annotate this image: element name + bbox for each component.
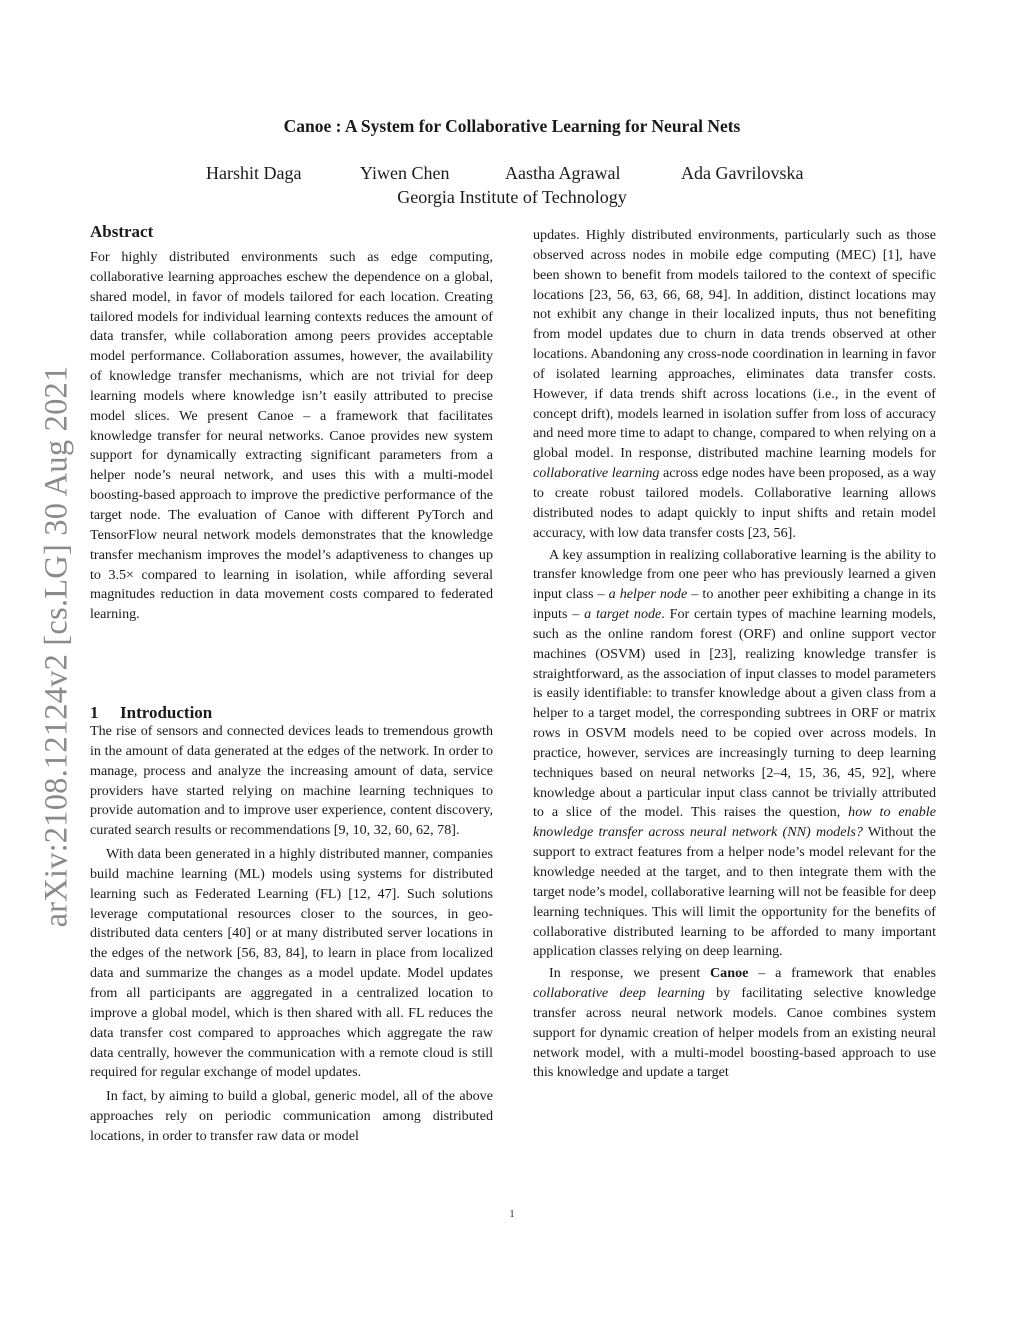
text-run: across edge nodes have been proposed, as a way to create robust tailored models. Collaborative learning allows distributed nodes to adapt quickly to input shifts and retain model accuracy, with low data transfer costs [23, 56]. <box>533 465 937 541</box>
introduction-body <box>90 722 493 1147</box>
abstract-text: For highly distributed environments such as edge computing, collaborative learning approaches eschew the dependence on a global, shared model, in favor of models tailored for each location. Creating tailored models for individual learning contexts reduces the amount of data transfer, while collaboration among peers provides acceptable model performance. Collaboration assumes, however, the availability of knowledge transfer mechanisms, which are not trivial for deep learning models where knowledge isn’t easily attributed to precise model slices. We present Canoe – a framework that facilitates knowledge transfer for neural networks. Canoe provides new system support for dynamically extracting significant parameters from a helper node’s neural network, and uses this with a multi-model boosting-based approach to improve the predictive performance of the target node. The evaluation of Canoe with different PyTorch and TensorFlow neural network models demonstrates that the knowledge transfer mechanism improves the model’s adaptiveness to changes up to 3.5× compared to learning in isolation, while affording several magnitudes reduction in data movement costs compared to federated learning. <box>90 249 493 623</box>
intro-paragraph-3: In fact, by aiming to build a global, generic model, all of the above approaches rely on periodic communication among distributed locations, in order to transfer raw data or model <box>90 1088 493 1144</box>
section-title: Introduction <box>120 703 213 722</box>
right-paragraph-1 <box>533 226 936 544</box>
emphasis-text: collaborative learning <box>533 465 660 482</box>
text-run: updates. Highly distributed environments, particularly such as those observed across nodes in mobile edge computing (MEC) [1], have been shown to benefit from models tailored to the context of specific locations [23, 56, 63, 66, 68, 94]. In addition, distinct locations may not exhibit any change in their localized inputs, thus not benefiting from model updates due to churn in data trends observed at other locations. Abandoning any cross-node coordination in learning in favor of isolated learning approaches, eliminates data transfer costs. However, if data trends shift across locations (i.e., in the event of concept drift), models learned in isolation suffer from loss of accuracy and need more time to adapt to change, compared to when relying on a global model. In response, distributed machine learning models for <box>533 227 936 462</box>
intro-paragraph-1: The rise of sensors and connected devices leads to tremendous growth in the amount of data generated at the edges of the network. In order to manage, process and analyze the increasing amount of data, service providers have started relying on machine learning techniques to provide automation and to improve user experience, content discovery, curated search results or recommendations [9, 10, 32, 60, 62, 78]. <box>90 723 493 839</box>
text-run: by facilitating selective knowledge transfer across neural network models. Canoe combines system support for dynamic creation of helper models from an existing neural network model, with a multi-model boosting-based approach to use this knowledge and update a target <box>533 985 937 1081</box>
text-run: A key assumption in realizing collaborative learning is the ability to transfer knowledge from one peer who has previously learned a given input class – <box>533 546 936 603</box>
right-paragraph-2 <box>533 546 936 963</box>
left-column <box>90 248 493 625</box>
emphasis-text: how to enable knowledge transfer across neural network (NN) models? <box>533 804 936 841</box>
text-run: Without the support to extract features from a helper node’s model relevant for the knowledge needed at the target, and to then integrate them with the target node’s model, collaborative learning will not be feasible for deep learning techniques. This will limit the opportunity for the benefits of collaborative distributed learning to be afforded to many important application classes relying on deep learning. <box>533 824 936 960</box>
author-name: Yiwen Chen <box>360 163 450 183</box>
author-affiliation: Georgia Institute of Technology <box>397 187 627 207</box>
emphasis-text: collaborative deep learning <box>533 985 705 1002</box>
right-column <box>533 226 936 1083</box>
author-name: Ada Gavrilovska <box>681 163 804 183</box>
section-heading-introduction <box>90 703 212 723</box>
text-run: – to another peer exhibiting a change in its inputs – <box>533 586 936 623</box>
author-name: Aastha Agrawal <box>505 163 621 183</box>
emphasis-text: a helper node <box>608 586 688 603</box>
bold-text: Canoe <box>710 965 749 982</box>
text-run: – a framework that enables <box>748 965 936 982</box>
text-run: . For certain types of machine learning models, such as the online random forest (ORF) and online support vector machines (OSVM) used in [23], realizing knowledge transfer is straightforward, as the association of input classes to model parameters is easily identifiable: to transfer knowledge about a given class from a helper to a target model, the corresponding subtrees in ORF or matrix rows in OSVM models need to be copied over across models. In practice, however, services are increasingly turning to deep learning techniques based on neural networks [2–4, 15, 36, 45, 92], where knowledge about a particular input class cannot be trivially attributed to a slice of the model. This raises the question, <box>533 606 936 821</box>
arxiv-identifier: arXiv:2108.12124v2 [cs.LG] 30 Aug 2021 <box>38 365 75 927</box>
paper-title: Canoe : A System for Collaborative Learning for Neural Nets <box>283 116 741 136</box>
emphasis-text: a target node <box>584 606 662 623</box>
section-number: 1 <box>90 703 99 722</box>
intro-paragraph-2: With data been generated in a highly distributed manner, companies build machine learning (ML) models using systems for distributed learning such as Federated Learning (FL) [12, 47]. Such solutions leverage computational resources closer to the sources, in geo-distributed data centers [40] or at many distributed server locations in the edges of the network [56, 83, 84], to learn in place from localized data and summarize the changes as a model update. Model updates from all participants are aggregated in a centralized location to improve a global model, which is then shared with all. FL reduces the data transfer cost compared to approaches which aggregate the raw data centrally, however the communication with a remote cloud is still required for regular exchange of model updates. <box>90 846 493 1081</box>
abstract-heading: Abstract <box>90 222 154 241</box>
right-paragraph-3 <box>533 964 936 1083</box>
page-number: 1 <box>509 1209 515 1220</box>
text-run: In response, we present <box>549 965 710 982</box>
author-name: Harshit Daga <box>206 163 302 183</box>
arxiv-sidebar-stamp <box>34 348 80 944</box>
